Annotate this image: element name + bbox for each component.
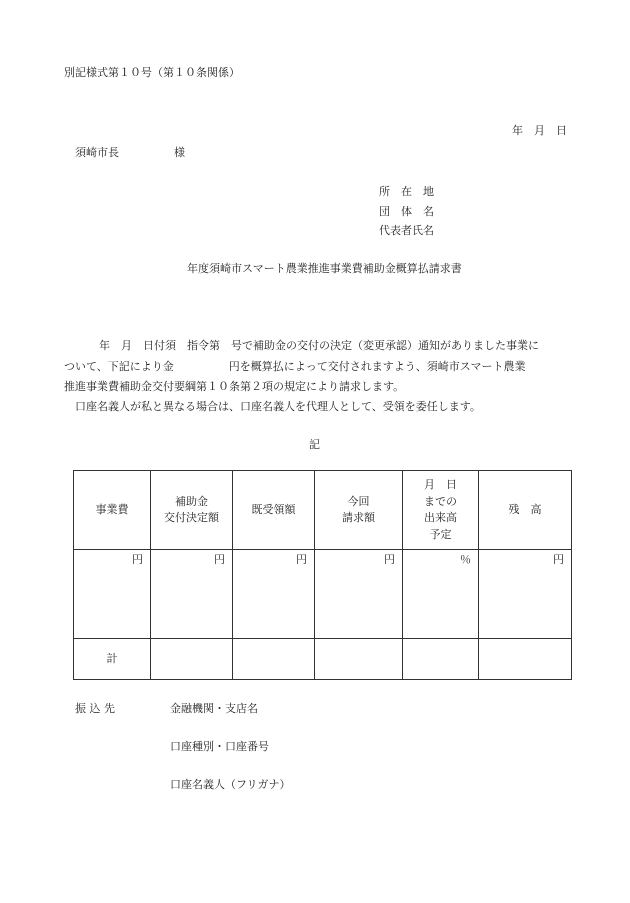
table-row xyxy=(74,550,572,639)
document-title: 年度須崎市スマート農業推進事業費補助金概算払請求書 xyxy=(187,262,462,275)
addressee: 須崎市長 様 xyxy=(75,146,185,159)
account-holder-label: 口座名義人（フリガナ） xyxy=(170,778,291,791)
header-project-cost: 事業費 xyxy=(74,471,151,550)
address-label: 所 在 地 xyxy=(379,185,434,198)
total-label: 計 xyxy=(74,639,151,680)
representative-label: 代表者氏名 xyxy=(379,224,434,237)
table-header-row xyxy=(74,471,572,550)
body-line-4: 口座名義人が私と異なる場合は、口座名義人を代理人として、受領を委任します。 xyxy=(75,400,481,413)
total-cell xyxy=(233,639,315,680)
transfer-label: 振 込 先 xyxy=(75,702,115,715)
date-line: 年 月 日 xyxy=(512,124,567,137)
unit-cell: 円 xyxy=(74,550,151,639)
total-cell xyxy=(315,639,403,680)
total-cell xyxy=(479,639,572,680)
header-progress-plan: 月 日 までの 出来高 予定 xyxy=(403,471,479,550)
body-line-2: ついて、下記により金 円を概算払によって交付されますよう、須崎市スマート農業 xyxy=(64,360,526,373)
header-this-request: 今回 請求額 xyxy=(315,471,403,550)
bank-institution-label: 金融機関・支店名 xyxy=(170,702,258,715)
unit-cell: 円 xyxy=(315,550,403,639)
total-cell xyxy=(151,639,233,680)
billing-table xyxy=(73,470,572,680)
unit-cell: ％ xyxy=(403,550,479,639)
header-grant-decided: 補助金 交付決定額 xyxy=(151,471,233,550)
table-total-row xyxy=(74,639,572,680)
unit-cell: 円 xyxy=(151,550,233,639)
form-number: 別記様式第１０号（第１０条関係） xyxy=(64,66,240,79)
header-balance: 残 高 xyxy=(479,471,572,550)
header-already-received: 既受領額 xyxy=(233,471,315,550)
unit-cell: 円 xyxy=(479,550,572,639)
body-line-3: 推進事業費補助金交付要綱第１０条第２項の規定により請求します。 xyxy=(64,380,405,393)
account-number-label: 口座種別・口座番号 xyxy=(170,740,269,753)
ki-heading: 記 xyxy=(309,438,320,451)
unit-cell: 円 xyxy=(233,550,315,639)
org-name-label: 団 体 名 xyxy=(379,205,434,218)
total-cell xyxy=(403,639,479,680)
body-line-1: 年 月 日付須 指令第 号で補助金の交付の決定（変更承認）通知がありました事業に xyxy=(99,339,539,352)
